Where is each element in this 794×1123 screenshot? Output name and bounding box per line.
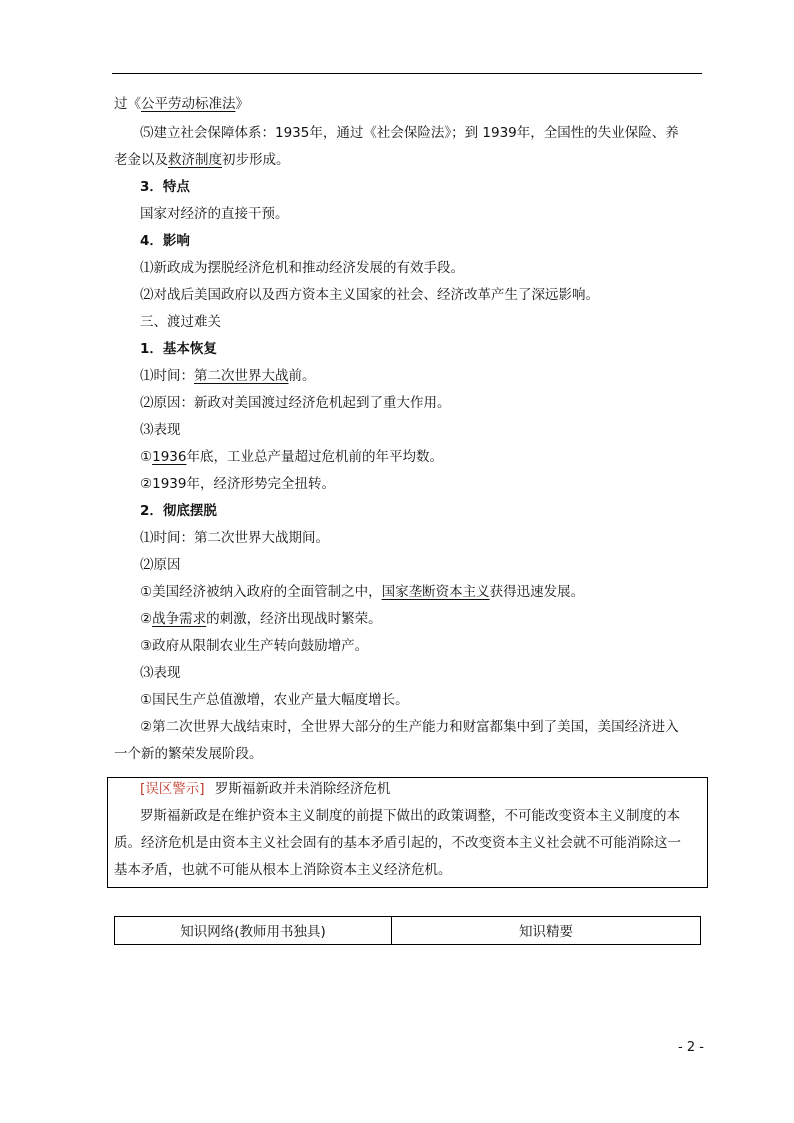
text-line: 一个新的繁荣发展阶段。 xyxy=(114,746,263,762)
section-heading: 1．基本恢复 xyxy=(140,341,217,357)
text-line: ①美国经济被纳入政府的全面管制之中，国家垄断资本主义获得迅速发展。 xyxy=(140,584,585,600)
text-line: ②第二次世界大战结束时，全世界大部分的生产能力和财富都集中到了美国，美国经济进入 xyxy=(140,719,679,735)
text-line: ②1939年，经济形势完全扭转。 xyxy=(140,476,335,492)
text-line: ⑸建立社会保障体系：1935年，通过《社会保险法》；到 1939年，全国性的失业保险、养 xyxy=(140,125,679,141)
text-line: 国家对经济的直接干预。 xyxy=(140,206,289,222)
warning-title: 罗斯福新政并未消除经济危机 xyxy=(214,781,391,797)
underlined-term: 公平劳动标准法 xyxy=(141,96,236,112)
warning-text-line: 质。经济危机是由资本主义社会固有的基本矛盾引起的，不改变资本主义社会就不可能消除这一 xyxy=(114,835,681,851)
section-heading: 4．影响 xyxy=(140,233,190,249)
underlined-term: 救济制度 xyxy=(168,152,222,168)
text-line: ⑶表现 xyxy=(140,422,181,438)
text-line: ⑴时间：第二次世界大战期间。 xyxy=(140,530,329,546)
warning-box xyxy=(107,777,708,888)
section-heading: 2．彻底摆脱 xyxy=(140,503,217,519)
text-line: ①1936年底，工业总产量超过危机前的年平均数。 xyxy=(140,449,443,465)
text-line: 过《公平劳动标准法》 xyxy=(114,96,249,112)
text-line: 老金以及救济制度初步形成。 xyxy=(114,152,290,168)
text-line: ⑴新政成为摆脱经济危机和推动经济发展的有效手段。 xyxy=(140,260,464,276)
warning-title-line xyxy=(140,780,390,798)
text-line: ⑴时间：第二次世界大战前。 xyxy=(140,368,316,384)
text-line: ②战争需求的刺激，经济出现战时繁荣。 xyxy=(140,611,382,627)
underlined-term: 国家垄断资本主义 xyxy=(381,584,490,600)
chapter-heading: 三、渡过难关 xyxy=(140,314,221,330)
table-cell-essentials: 知识精要 xyxy=(519,924,573,940)
underlined-term: 战争需求 xyxy=(152,611,207,627)
knowledge-table xyxy=(114,916,701,945)
section-heading: 3．特点 xyxy=(140,179,190,195)
text-line: ⑶表现 xyxy=(140,665,181,681)
text-line: ⑵对战后美国政府以及西方资本主义国家的社会、经济改革产生了深远影响。 xyxy=(140,287,599,303)
header-rule xyxy=(112,73,702,74)
text-line: ⑵原因 xyxy=(140,557,181,573)
page-number: - 2 - xyxy=(678,1040,704,1055)
underlined-term: 1936 xyxy=(152,449,187,465)
text-line: ③政府从限制农业生产转向鼓励增产。 xyxy=(140,638,369,654)
underlined-term: 第二次世界大战 xyxy=(194,368,289,384)
text-line: ①国民生产总值激增，农业产量大幅度增长。 xyxy=(140,692,409,708)
warning-tag: [误区警示] xyxy=(140,781,205,797)
table-cell-network: 知识网络(教师用书独具) xyxy=(115,917,392,944)
warning-text-line: 罗斯福新政是在维护资本主义制度的前提下做出的政策调整，不可能改变资本主义制度的本 xyxy=(140,808,680,824)
text-line: ⑵原因：新政对美国渡过经济危机起到了重大作用。 xyxy=(140,395,451,411)
warning-text-line: 基本矛盾，也就不可能从根本上消除资本主义经济危机。 xyxy=(114,862,452,878)
